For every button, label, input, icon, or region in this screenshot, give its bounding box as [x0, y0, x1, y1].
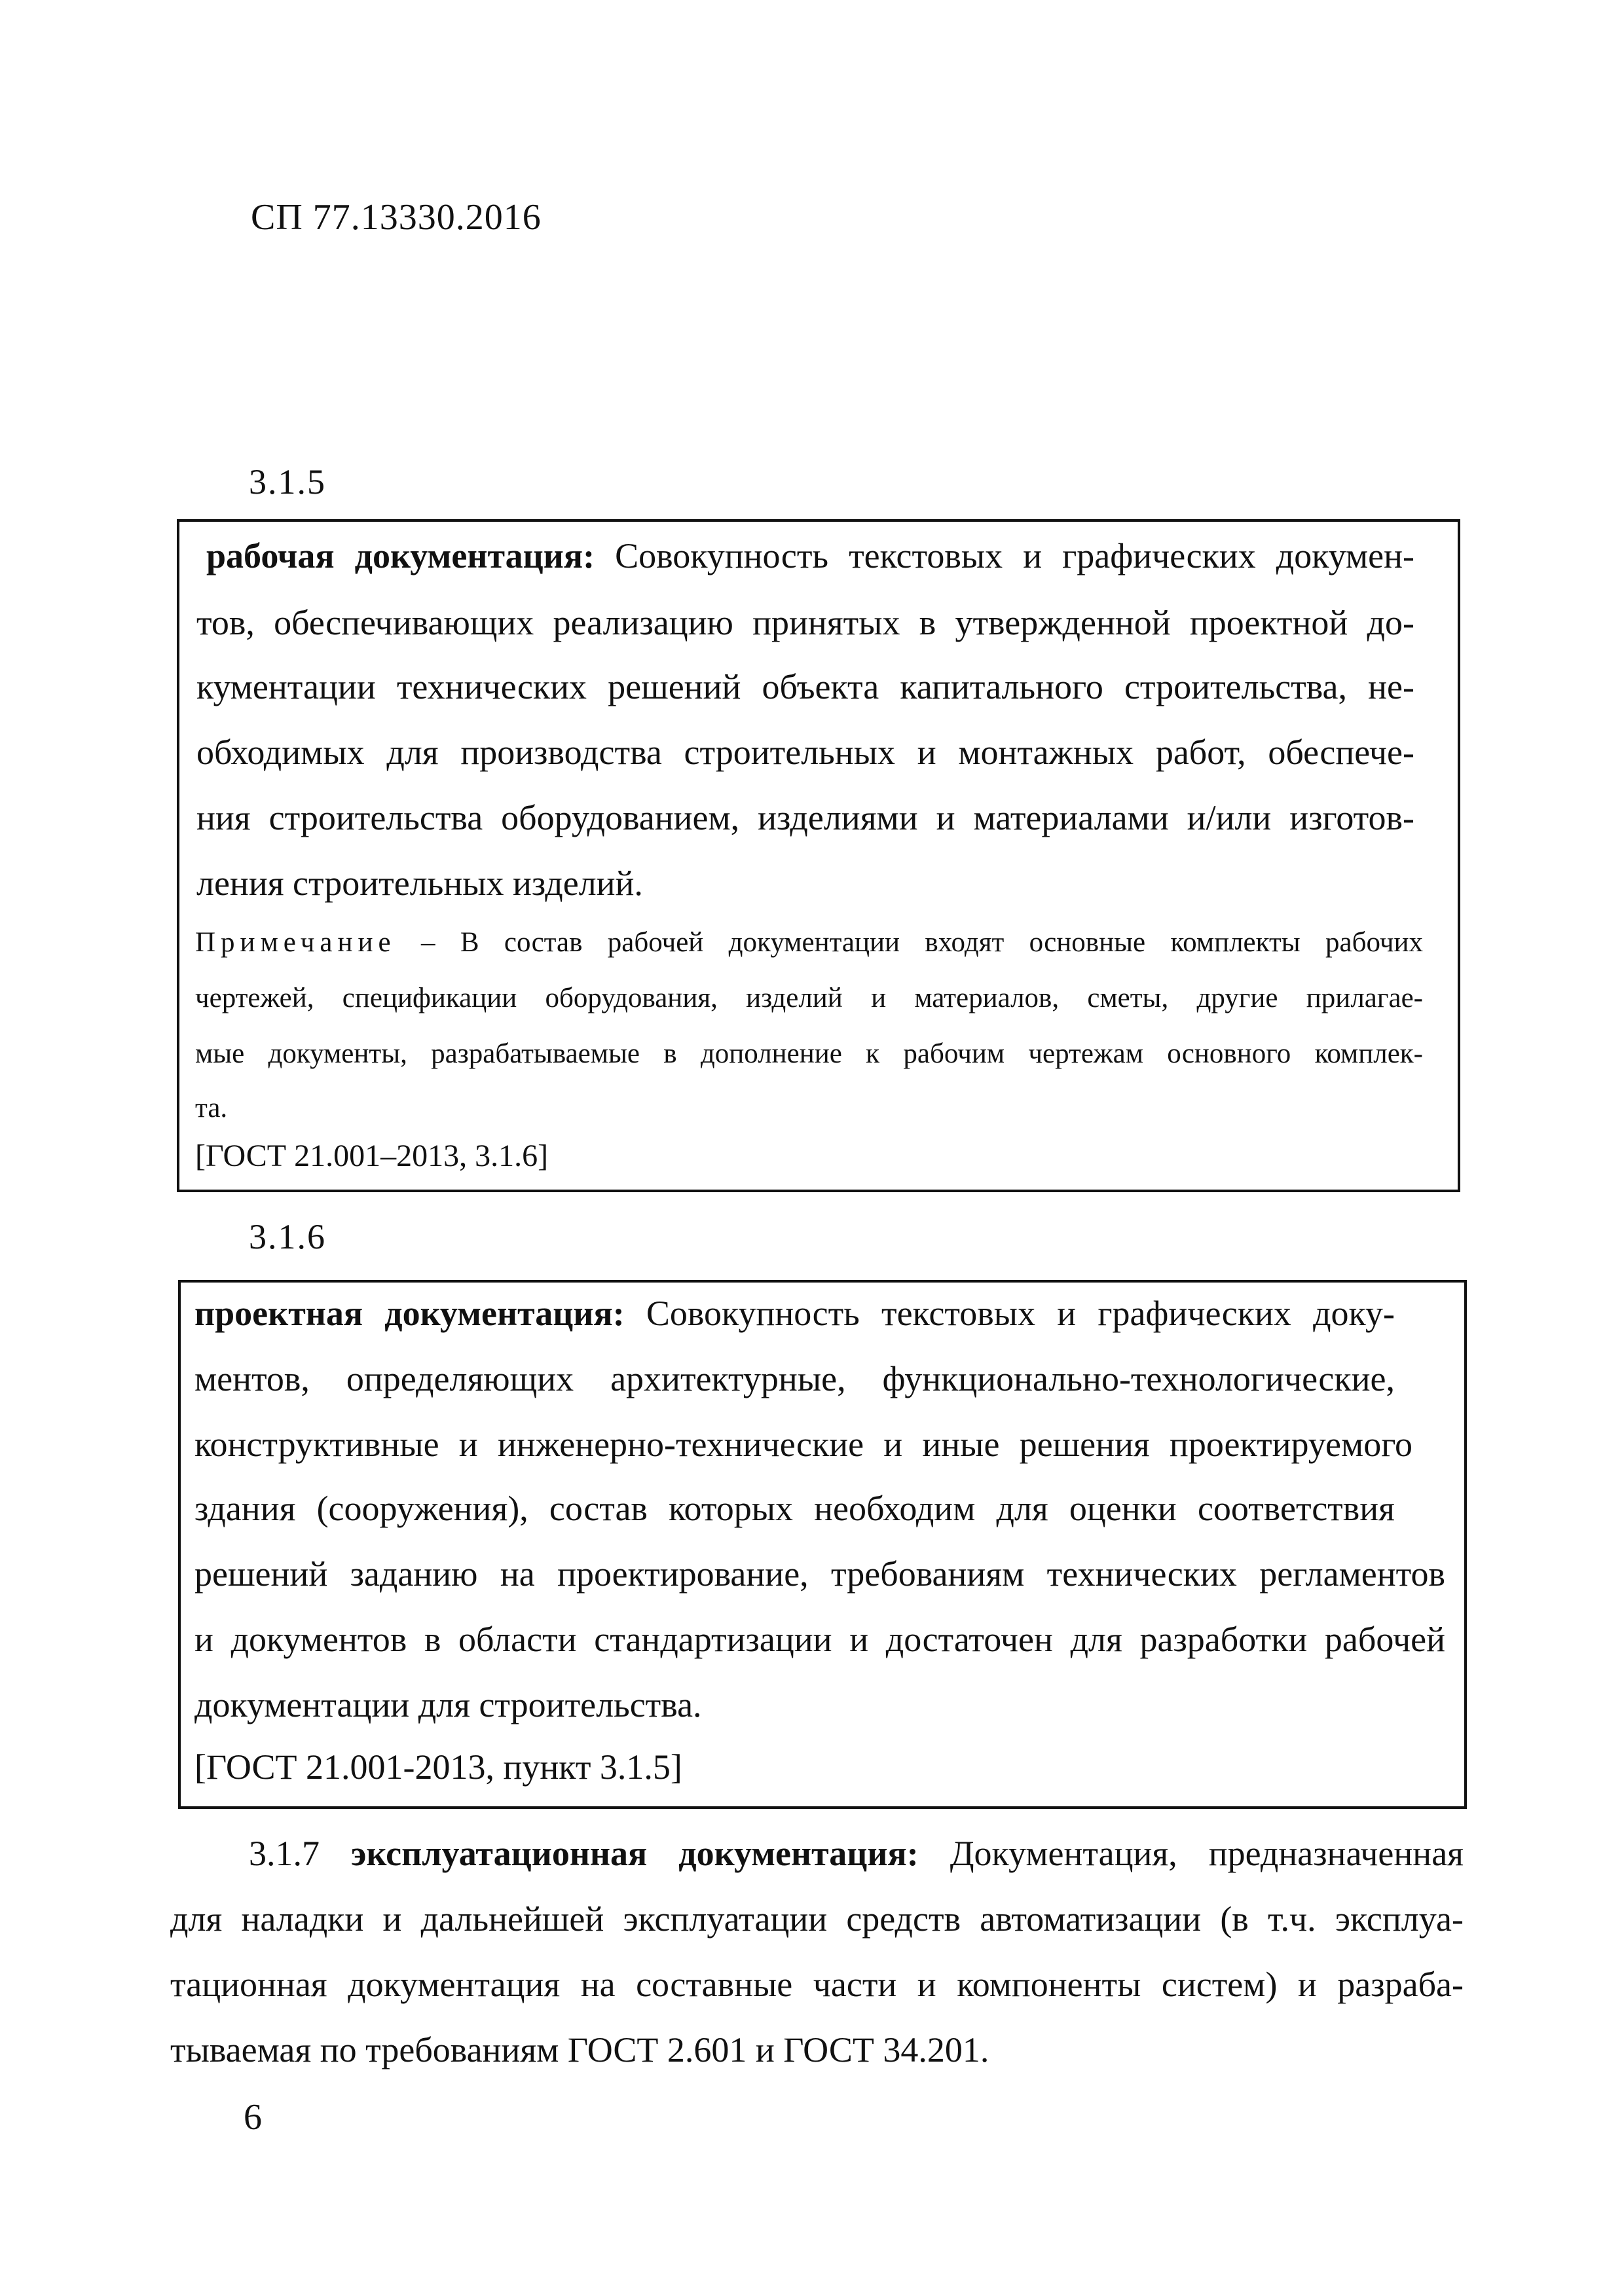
reference-316: [ГОСТ 21.001-2013, пункт 3.1.5]	[194, 1747, 682, 1787]
definition-line-316-6: и документов в области стандартизации и достаточен для разработки рабочей	[194, 1620, 1445, 1659]
definition-line-315-1	[206, 536, 1414, 576]
term-315: рабочая документация:	[206, 536, 595, 575]
definition-line-316-2: ментов, определяющих архитектурные, функционально-технологические,	[194, 1359, 1395, 1398]
definition-line-315-6: ления строительных изделий.	[196, 864, 643, 903]
reference-315: [ГОСТ 21.001–2013, 3.1.6]	[195, 1139, 549, 1173]
section-number-316: 3.1.6	[249, 1217, 326, 1256]
note-line-4: та.	[195, 1093, 228, 1123]
definition-line-316-7: документации для строительства.	[194, 1685, 702, 1724]
paragraph-317-line-1	[249, 1833, 1464, 1874]
definition-line-315-2: тов, обеспечивающих реализацию принятых в утвержденной проектной до-	[196, 603, 1414, 642]
definition-line-315-3: кументации технических решений объекта капитального строительства, не-	[196, 667, 1414, 706]
paragraph-317-line-3: тационная документация на составные части и компоненты систем) и разраба-	[170, 1965, 1464, 2004]
note-line-2: чертежей, спецификации оборудования, изделий и материалов, сметы, другие прилагае-	[195, 983, 1423, 1013]
definition-line-316-1	[194, 1293, 1395, 1334]
document-code: СП 77.13330.2016	[251, 197, 542, 238]
note-text-1: – В состав рабочей документации входят основные комплекты рабочих	[396, 927, 1423, 958]
definition-line-316-5: решений заданию на проектирование, требованиям технических регламентов	[194, 1554, 1445, 1594]
note-line-3: мые документы, разрабатываемые в дополнение к рабочим чертежам основного комплек-	[195, 1038, 1423, 1069]
definition-line-316-3: конструктивные и инженерно-технические и иные решения проектируемого	[194, 1425, 1412, 1464]
note-line-1	[195, 926, 1423, 958]
definition-text-316-1: Совокупность текстовых и графических доку-	[624, 1294, 1395, 1333]
definition-line-315-5: ния строительства оборудованием, изделиями и материалами и/или изготов-	[196, 798, 1414, 837]
term-317: эксплуатационная документация:	[351, 1834, 919, 1873]
definition-line-315-4: обходимых для производства строительных и монтажных работ, обеспече-	[196, 733, 1414, 772]
page-number: 6	[244, 2097, 262, 2138]
note-label: Примечание	[195, 927, 396, 958]
paragraph-317-text-1: Документация, предназначенная	[918, 1834, 1464, 1873]
paragraph-317-line-2: для наладки и дальнейшей эксплуатации средств автоматизации (в т.ч. эксплуа-	[170, 1899, 1464, 1939]
section-number-317: 3.1.7	[249, 1834, 320, 1873]
term-316: проектная документация:	[194, 1294, 625, 1333]
definition-text-315-1: Совокупность текстовых и графических докумен-	[595, 536, 1414, 575]
section-number-315: 3.1.5	[249, 462, 326, 501]
paragraph-317-line-4: тываемая по требованиям ГОСТ 2.601 и ГОСТ 34.201.	[170, 2030, 989, 2069]
definition-line-316-4: здания (сооружения), состав которых необходим для оценки соответствия	[194, 1489, 1395, 1528]
